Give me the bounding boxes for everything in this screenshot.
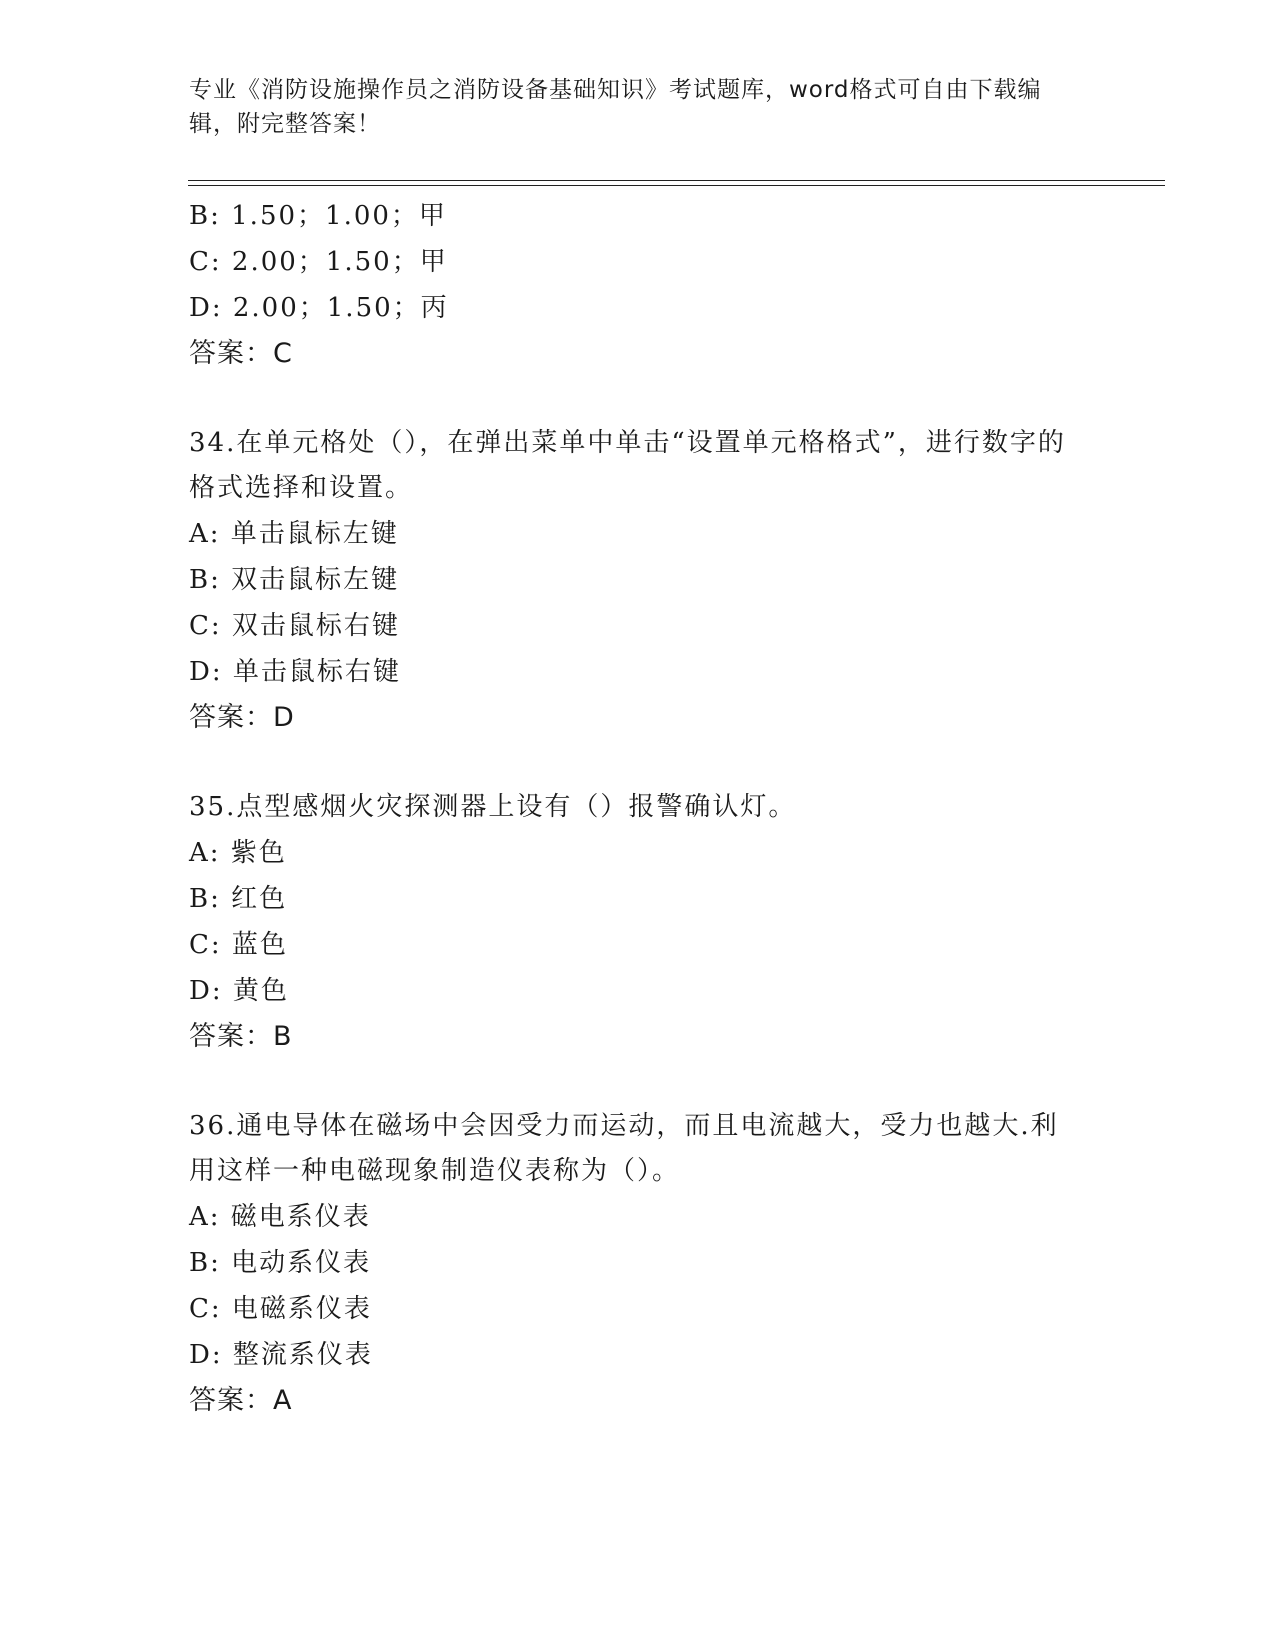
answer-line: 答案：D <box>189 702 295 733</box>
option-b: B: 电动系仪表 <box>189 1248 372 1278</box>
option-a: A: 紫色 <box>189 838 287 868</box>
question-text: 35.点型感烟火灾探测器上设有（）报警确认灯。 <box>189 792 797 822</box>
question-text: 36.通电导体在磁场中会因受力而运动，而且电流越大，受力也越大.利用这样一种电磁现象制造仪表称为（）。 <box>189 1111 1059 1186</box>
option-d: D: 整流系仪表 <box>189 1340 373 1370</box>
option-b: B: 红色 <box>189 884 288 914</box>
previous-question-tail <box>189 193 1089 377</box>
question-list <box>189 193 1089 1424</box>
option-b: B: 1.50；1.00；甲 <box>189 201 447 231</box>
option-d: D: 2.00；1.50；丙 <box>189 293 449 323</box>
option-d: D: 黄色 <box>189 976 289 1006</box>
option-c: C: 电磁系仪表 <box>189 1294 372 1324</box>
option-d: D: 单击鼠标右键 <box>189 657 401 687</box>
answer-line: 答案：B <box>189 1021 293 1052</box>
document-header: 专业《消防设施操作员之消防设备基础知识》考试题库，word格式可自由下载编辑，附完整答案！ <box>189 77 1042 137</box>
option-a: A: 单击鼠标左键 <box>189 519 399 549</box>
header-divider-bottom <box>188 185 1165 186</box>
answer-line: 答案：A <box>189 1385 293 1416</box>
option-c: C: 2.00；1.50；甲 <box>189 247 448 277</box>
option-a: A: 磁电系仪表 <box>189 1202 371 1232</box>
header-divider-top <box>188 180 1165 181</box>
question-text: 34.在单元格处（），在弹出菜单中单击“设置单元格格式”，进行数字的格式选择和设置。 <box>189 428 1066 503</box>
option-c: C: 蓝色 <box>189 930 288 960</box>
option-c: C: 双击鼠标右键 <box>189 611 400 641</box>
option-b: B: 双击鼠标左键 <box>189 565 400 595</box>
question-36 <box>189 1104 1089 1424</box>
question-35 <box>189 785 1089 1060</box>
question-34 <box>189 421 1089 741</box>
answer-line: 答案：C <box>189 338 293 369</box>
